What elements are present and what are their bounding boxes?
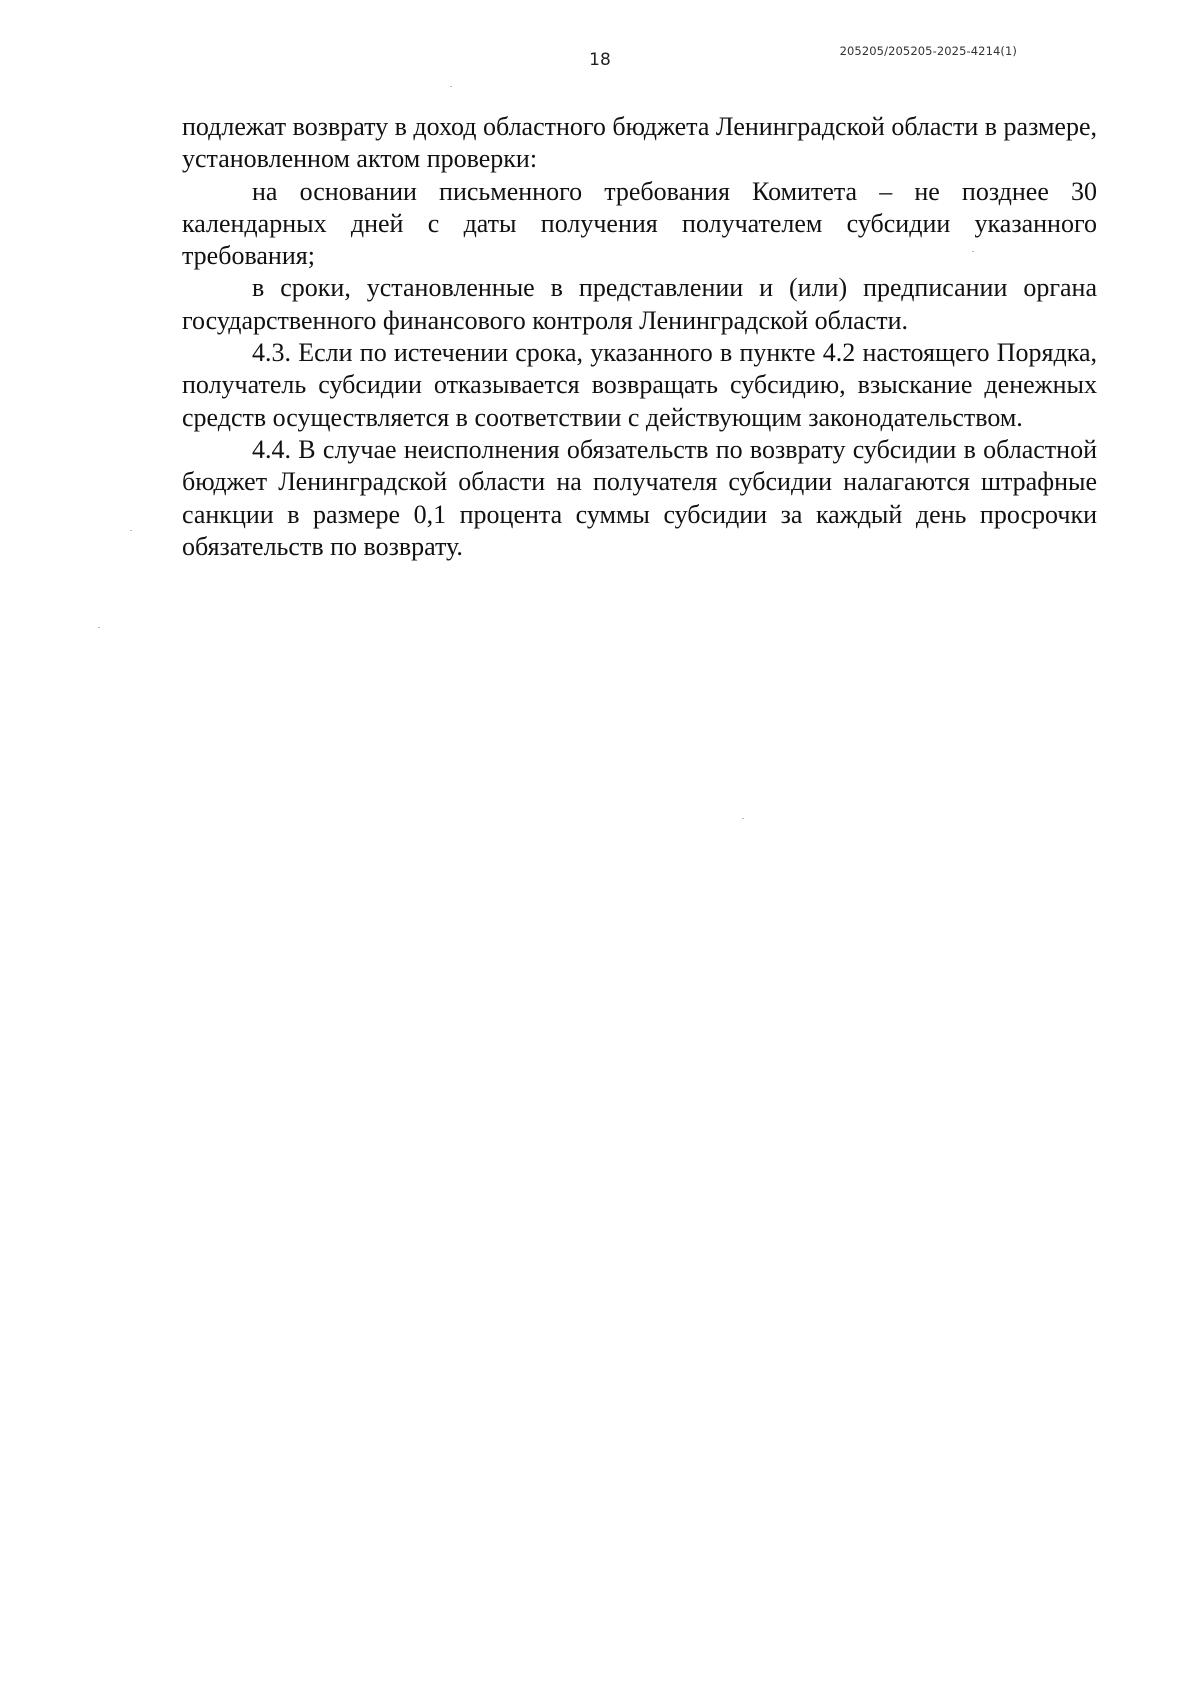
paragraph-clause-4-4: 4.4. В случае неисполнения обязательств по возврату субсидии в областной бюджет Ленинградской области на получателя субсидии налагаются штрафные санкции в размере 0,1 процента суммы субсидии за каждый день просрочки обязательств по возврату. — [182, 434, 1097, 561]
scan-speck — [98, 627, 100, 628]
paragraph-committee-requirement: на основании письменного требования Комитета – не позднее 30 календарных дней с даты получения получателем субсидии указанного требования; — [182, 176, 1097, 271]
scan-speck — [450, 86, 452, 87]
scan-speck — [130, 530, 132, 531]
document-body — [182, 111, 1097, 563]
paragraph-control-body-deadlines: в сроки, установленные в представлении и (или) предписании органа государственного финансового контроля Ленинградской области. — [182, 273, 1097, 335]
scan-speck — [972, 251, 974, 252]
paragraph-clause-4-3: 4.3. Если по истечении срока, указанного в пункте 4.2 настоящего Порядка, получатель субсидии отказывается возвращать субсидию, взыскание денежных средств осуществляется в соответствии с действующим законодательством. — [182, 338, 1097, 432]
document-id: 205205/205205-2025-4214(1) — [839, 44, 1017, 58]
page-number: 18 — [589, 50, 611, 70]
scan-speck — [742, 818, 744, 819]
paragraph-continuation: подлежат возврату в доход областного бюджета Ленинградской области в размере, установленном актом проверки: — [182, 112, 1097, 174]
